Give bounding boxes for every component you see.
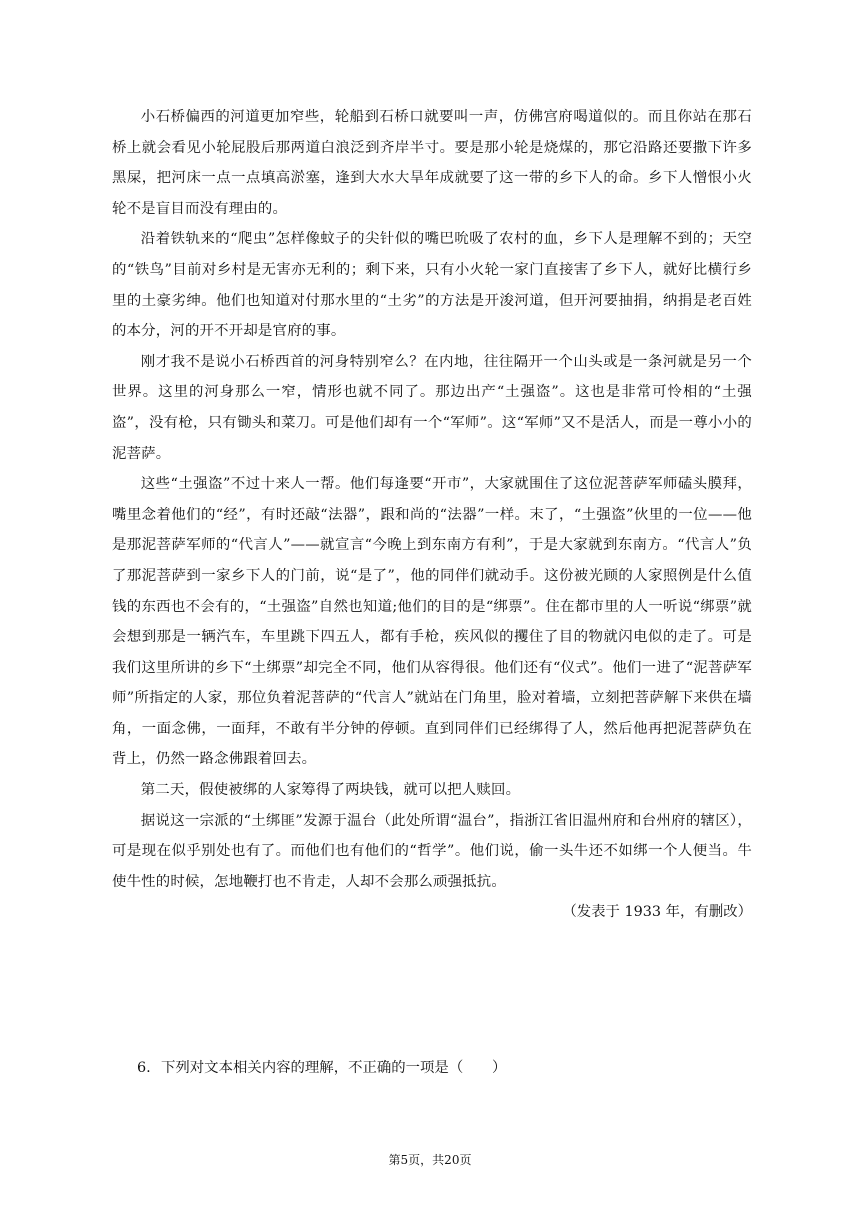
page-number: 第5页，共20页 <box>388 1153 472 1167</box>
paragraph: 第二天，假使被绑的人家筹得了两块钱，就可以把人赎回。 <box>140 782 521 799</box>
source-note: （发表于 1933 年，有删改） <box>562 904 752 921</box>
page-footer <box>0 1152 860 1168</box>
paragraph: 据说这一宗派的“土绑匪”发源于温台（此处所谓“温台”，指浙江省旧温州府和台州府的辖区），可是现在似乎别处也有了。而他们也有他们的“哲学”。他们说，偷一头牛还不如绑一个人便当。牛使牛性的时候，怎地鞭打也不肯走，人却不会那么顽强抵抗。 <box>112 812 752 890</box>
paragraph: 刚才我不是说小石桥西首的河身特别窄么？在内地，往往隔开一个山头或是一条河就是另一个世界。这里的河身那么一窄，情形也就不同了。那边出产“土强盗”。这也是非常可怜相的“土强盗”，没有枪，只有锄头和菜刀。可是他们却有一个“军师”。这“军师”又不是活人，而是一尊小小的泥菩萨。 <box>112 353 752 462</box>
question <box>137 1057 506 1079</box>
question-text: 下列对文本相关内容的理解，不正确的一项是（ ） <box>161 1060 507 1076</box>
paragraph: 这些“土强盗”不过十来人一帮。他们每逢要“开市”，大家就围住了这位泥菩萨军师磕头膜拜，嘴里念着他们的“经”，有时还敲“法器”，跟和尚的“法器”一样。末了，“土强盗”伙里的一位——他是那泥菩萨军师的“代言人”——就宣言“今晚上到东南方有利”，于是大家就到东南方。“代言人”负了那泥菩萨到一家乡下人的门前，说“是了”，他的同伴们就动手。这份被光顾的人家照例是什么值钱的东西也不会有的，“土强盗”自然也知道;他们的目的是“绑票”。住在都市里的人一听说“绑票”就会想到那是一辆汽车，车里跳下四五人，都有手枪，疾风似的攫住了目的物就闪电似的走了。可是我们这里所讲的乡下“土绑票”却完全不同，他们从容得很。他们还有“仪式”。他们一进了“泥菩萨军师”所指定的人家，那位负着泥菩萨的“代言人”就站在门角里，脸对着墙，立刻把菩萨解下来供在墙角，一面念佛，一面拜，不敢有半分钟的停顿。直到同伴们已经绑得了人，然后他再把泥菩萨负在背上，仍然一路念佛跟着回去。 <box>112 476 752 768</box>
paragraph: 小石桥偏西的河道更加窄些，轮船到石桥口就要叫一声，仿佛宫府喝道似的。而且你站在那石桥上就会看见小轮屁股后那两道白浪泛到齐岸半寸。要是那小轮是烧煤的，那它沿路还要撒下许多黑屎，把河床一点一点填高淤塞，逢到大水大旱年成就要了这一带的乡下人的命。乡下人憎恨小火轮不是盲目而没有理由的。 <box>112 109 752 217</box>
paragraph: 沿着铁轨来的“爬虫”怎样像蚊子的尖针似的嘴巴吮吸了农村的血，乡下人是理解不到的；天空的“铁鸟”目前对乡村是无害亦无利的；剩下来，只有小火轮一家门直接害了乡下人，就好比横行乡里的土豪劣绅。他们也知道对付那水里的“土劣”的方法是开浚河道，但开河要抽捐，纳捐是老百姓的本分，河的开不开却是官府的事。 <box>112 231 752 340</box>
passage <box>112 102 752 928</box>
question-number: 6. <box>137 1060 151 1076</box>
